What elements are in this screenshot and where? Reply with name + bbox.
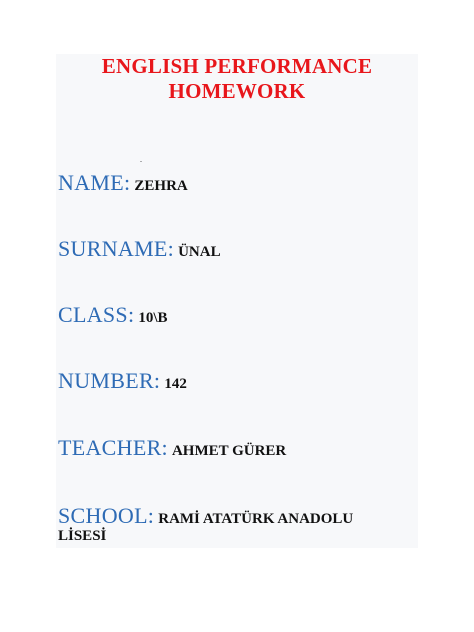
class-row xyxy=(58,302,168,328)
school-row xyxy=(58,503,353,529)
teacher-value: AHMET GÜRER xyxy=(171,443,287,459)
surname-row xyxy=(58,236,221,262)
number-label: NUMBER: xyxy=(58,368,161,393)
name-value: ZEHRA xyxy=(134,178,188,194)
school-label: SCHOOL: xyxy=(58,503,155,528)
school-value-continued: LİSESİ xyxy=(58,528,107,544)
surname-label: SURNAME: xyxy=(58,236,175,261)
name-label: NAME: xyxy=(58,170,131,195)
number-value: 142 xyxy=(164,376,187,392)
surname-value: ÜNAL xyxy=(178,244,221,260)
name-row xyxy=(58,170,188,196)
document-page xyxy=(56,54,418,548)
school-value: RAMİ ATATÜRK ANADOLU xyxy=(158,511,354,527)
document-title-line-2: HOMEWORK xyxy=(168,79,306,103)
teacher-label: TEACHER: xyxy=(58,435,168,460)
teacher-row xyxy=(58,435,286,461)
document-title-line-1: ENGLISH PERFORMANCE xyxy=(101,54,373,78)
class-label: CLASS: xyxy=(58,302,135,327)
number-row xyxy=(58,368,187,394)
stray-dot: . xyxy=(140,155,142,164)
class-value: 10\B xyxy=(138,310,168,326)
